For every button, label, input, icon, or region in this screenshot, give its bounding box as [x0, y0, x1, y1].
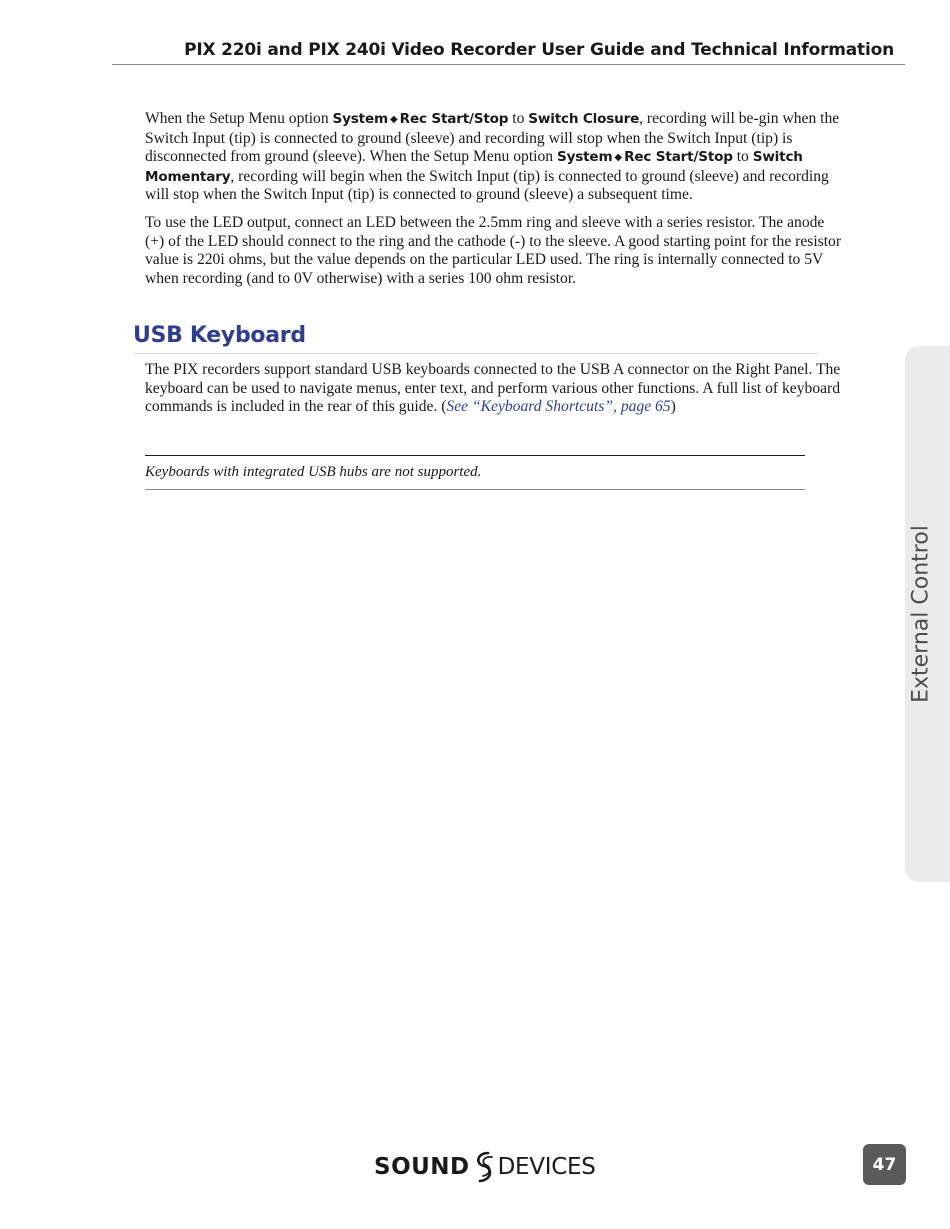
menu-separator-icon: ◆	[614, 152, 623, 164]
text-run: to	[508, 110, 529, 127]
header-divider	[112, 64, 905, 65]
text-run: When the Setup Menu option	[145, 110, 333, 127]
body-content	[145, 110, 845, 297]
logo-swirl-icon	[471, 1150, 497, 1184]
menu-path-rec-start-stop: Rec Start/Stop	[624, 149, 733, 166]
text-run: , recording will begin when the Switch Input (tip) is connected to ground (sleeve) and recording will stop when the Switch Input (tip) is connected to ground (sleeve) a subsequent time.	[145, 167, 829, 204]
sound-devices-logo	[374, 1150, 596, 1184]
note-bottom-rule	[145, 489, 805, 490]
chapter-side-tab-label: External Control	[908, 525, 934, 703]
menu-path-rec-start-stop: Rec Start/Stop	[399, 111, 509, 127]
section-heading-usb-keyboard: USB Keyboard	[133, 323, 306, 348]
logo-devices-text: DEVICES	[497, 1154, 596, 1180]
note-top-rule	[145, 455, 805, 456]
keyboard-shortcuts-link[interactable]: See “Keyboard Shortcuts”, page 65	[446, 398, 671, 416]
note-text: Keyboards with integrated USB hubs are not supported.	[145, 464, 482, 480]
menu-option-switch-momentary: Switch Momentary	[145, 149, 803, 185]
section-divider	[133, 353, 818, 354]
text-run: to	[732, 148, 753, 166]
led-output-paragraph: To use the LED output, connect an LED between the 2.5mm ring and sleeve with a series resistor. The anode (+) of the LED should connect to the ring and the cathode (-) to the sleeve. A good starting point for the resistor value is 220i ohms, but the value depends on the particular LED used. The ring is internally connected to 5V when recording (and to 0V otherwise) with a series 100 ohm resistor.	[145, 213, 842, 287]
menu-option-switch-closure: Switch Closure	[528, 111, 640, 127]
menu-path-system: System	[556, 149, 613, 166]
text-run: )	[670, 398, 676, 416]
logo-sound-text: SOUND	[374, 1154, 470, 1180]
switch-mode-paragraph	[145, 110, 845, 205]
text-run: The PIX recorders support standard USB keyboards connected to the USB A connector on the Right Panel. The keyboard can be used to navigate menus, enter text, and perform various other functions. A full list of keyboard commands is included in the rear of this guide. (	[145, 361, 841, 416]
menu-path-system: System	[332, 111, 388, 127]
page-number-badge: 47	[863, 1144, 906, 1185]
running-header-title: PIX 220i and PIX 240i Video Recorder User Guide and Technical Information	[184, 40, 894, 60]
usb-keyboard-paragraph	[145, 361, 845, 417]
menu-separator-icon: ◆	[389, 114, 398, 125]
usb-keyboard-content	[145, 361, 845, 417]
text-run: , recording will be-gin when the Switch Input (tip) is connected to ground (sleeve) and recording will stop when the Switch Input (tip) is disconnected from ground (sleeve). When the Setup Menu option	[145, 110, 840, 166]
